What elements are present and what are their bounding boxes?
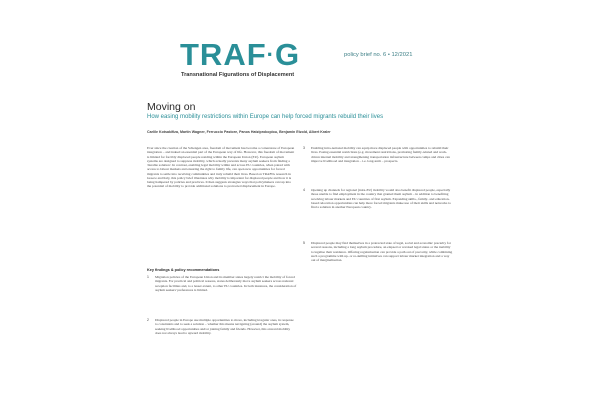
finding-item-4 — [303, 188, 453, 209]
traf-g-logo: TRAF·G — [180, 37, 301, 72]
finding-text: Displaced people may find themselves in a protracted state of legal, social and economic precarity for several reasons, including a long asylum procedure, an elapsed or revoked legal status or the inability to legalise their residence. Offering regularisation can provide a path out of precarity, while combining such a programme with up- or re-skilling initiatives can support labour market integration and a way out of marginalisation. — [311, 241, 453, 262]
finding-item-1 — [147, 275, 297, 292]
finding-text: Enabling intra-national mobility can equip more displaced people with opportunities to rebuild their lives. Easing essential restrictions (e.g. movement restrictions, promoting family-related and work-driven internal mobility and strengthening transportation infrastructure between camps and cities can improve livelihood and integration – i.e. long-term – prospects. — [311, 146, 450, 163]
page-title: Moving on — [147, 101, 196, 113]
authors-line: Carlile Kotsakifiza, Martin Wagner, Ferruccio Pastore, Panos Hatziprokopiou, Benjamin Etzold, Albert Kraler — [147, 130, 331, 134]
finding-number: 5 — [303, 241, 305, 245]
finding-text: Migration policies of the European Union and its member states largely restrict the mobility of forced migrants. For practical and political reasons, states deliberately move asylum seekers across national reception facilities and, to a lesser extent, to other EU countries. In both instances, the consideration of asylum seekers' preferences is limited. — [155, 275, 297, 292]
finding-number: 2 — [147, 318, 149, 322]
logo-tagline: Transnational Figurations of Displacement — [181, 72, 295, 78]
key-findings-heading: Key findings & policy recommendations — [147, 268, 220, 272]
page-subtitle: How easing mobility restrictions within Europe can help forced migrants rebuild their lives — [147, 114, 384, 120]
finding-text: Displaced people in Europe use multiple opportunities to move, including irregular ones, in response to constraints and to seek a solution – whether this means navigating (around) the asylum system, seeking livelihood opportunities and/or joining family and friends. However, this onward mobility does not always lead to upward mobility. — [155, 318, 294, 335]
finding-text: Opening up channels for regional (intra-EU) mobility would also benefit displaced people, especially those unable to find employment in the country that granted them asylum – in addition to benefiting receiving labour markets and EU countries of first asylum. Expanding skills-, family- and education-based relocation opportunities can help more forced migrants make use of their skills and networks to find a solution in another European country. — [311, 188, 451, 209]
finding-number: 4 — [303, 188, 305, 192]
finding-item-3 — [303, 146, 453, 163]
finding-item-5 — [303, 241, 453, 262]
policy-brief-number: policy brief no. 6 • 12/2021 — [344, 52, 413, 58]
finding-number: 3 — [303, 146, 305, 150]
intro-paragraph: Ever since the creation of the Schengen area, freedom of movement has become a cornerstone of European integration – and indeed an essential part of the European way of life. However, this freedom of movement is limited for forcibly displaced people residing within the European Union (EU). European asylum systems are designed to suppress mobility, which actually prevents many asylum seekers from finding a 'durable solution'. In contrast, enabling legal mobility within and across EU countries, when paired with access to labour markets and ensuring the right to family life, can open new opportunities for forced migrants to settle into receiving communities and truly rebuild their lives. Based on TRAFIG research in Greece and Italy, this policy brief illustrates why mobility is important for displaced people and how it is being hampered by policies and practices. It then suggests strategies ways that policymakers can tap into the potential of mobility to provide additional solutions to protracted displacement in Europe. — [147, 146, 295, 189]
finding-number: 1 — [147, 275, 149, 279]
finding-item-2 — [147, 318, 297, 335]
